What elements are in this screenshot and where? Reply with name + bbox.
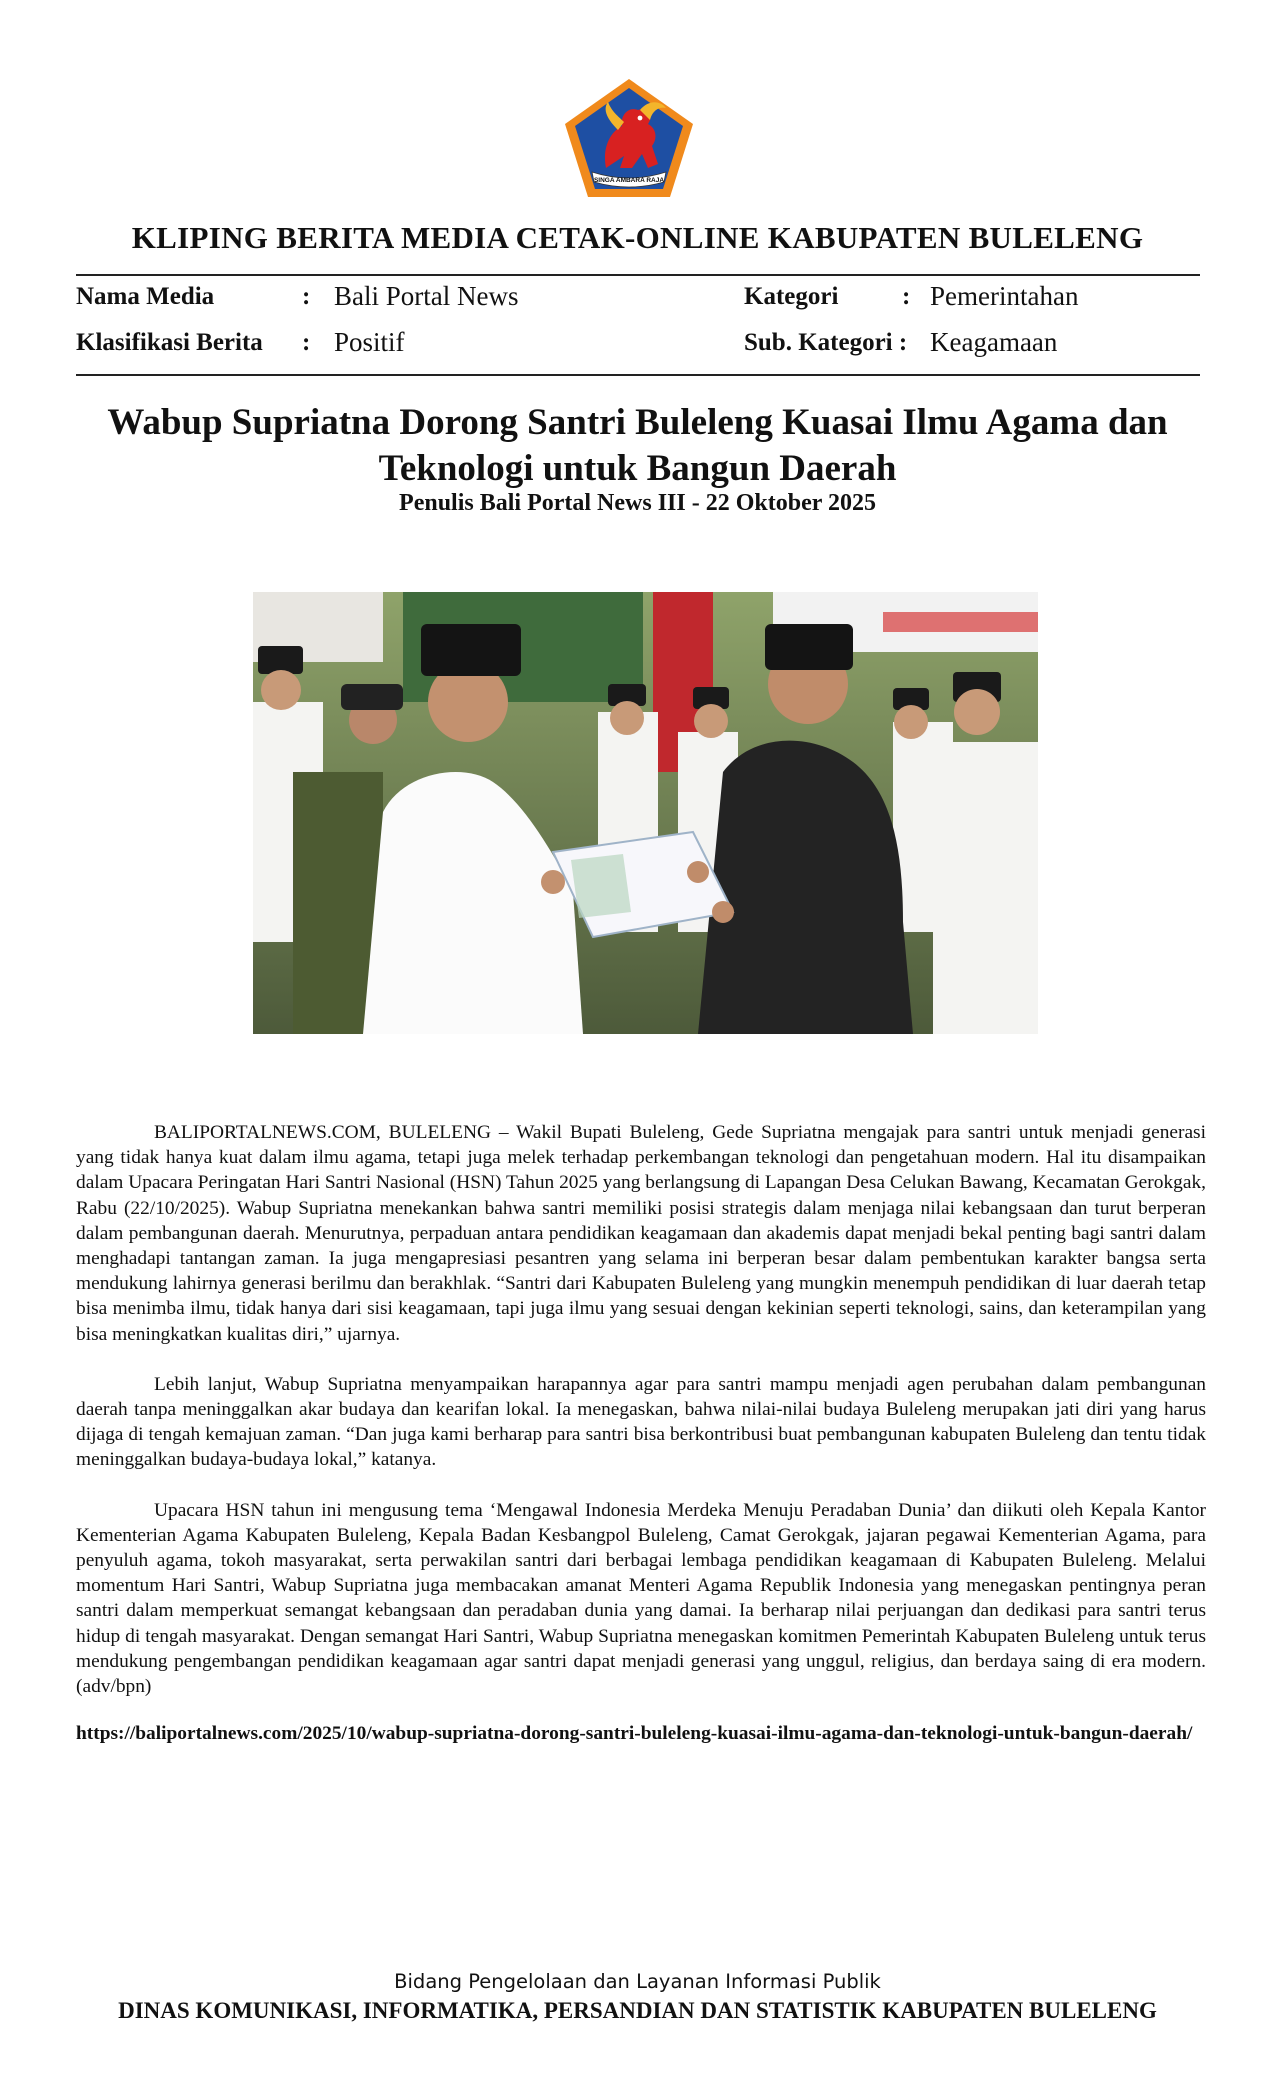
klasifikasi-colon: : [302, 329, 311, 356]
subkategori-value: Keagamaan [930, 327, 1058, 357]
crest-motto: SINGA AMBARA RAJA [593, 177, 665, 184]
divider-bottom [76, 374, 1200, 376]
divider-top [76, 274, 1200, 276]
subkategori-label: Sub. Kategori : [744, 329, 908, 356]
footer-department: Bidang Pengelolaan dan Layanan Informasi Publik [394, 1970, 881, 1993]
media-value: Bali Portal News [334, 281, 519, 311]
source-url-link[interactable]: https://baliportalnews.com/2025/10/wabup-supriatna-dorong-santri-buleleng-kuasai-ilmu-agama-dan-teknologi-untuk-bangun-daerah/ [76, 1723, 1193, 1744]
kategori-value: Pemerintahan [930, 281, 1079, 311]
article-paragraph-3: Upacara HSN tahun ini mengusung tema ‘Mengawal Indonesia Merdeka Menuju Peradaban Dunia’ dan diikuti oleh Kepala Kantor Kementerian Agama Kabupaten Buleleng, Kepala Badan Kesbangpol Buleleng, Camat Gerokgak, jajaran pegawai Kementerian Agama, para penyuluh agama, tokoh masyarakat, serta perwakilan santri dari berbagai lembaga pendidikan keagamaan di Kabupaten Buleleng. Melalui momentum Hari Santri, Wabup Supriatna juga membacakan amanat Menteri Agama Republik Indonesia yang menegaskan pentingnya peran santri dalam memperkuat semangat kebangsaan dan peradaban dunia yang damai. Ia berharap nilai perjuangan dan dedikasi para santri terus hidup di tengah masyarakat. Dengan semangat Hari Santri, Wabup Supriatna menegaskan komitmen Pemerintah Kabupaten Buleleng untuk terus mendukung pengembangan pendidikan keagamaan agar santri dapat menjadi generasi yang unggul, religius, dan berdaya saing di era modern.(adv/bpn) [76, 1499, 1206, 1698]
article-paragraph-1: BALIPORTALNEWS.COM, BULELENG – Wakil Bupati Buleleng, Gede Supriatna mengajak para santri untuk menjadi generasi yang tidak hanya kuat dalam ilmu agama, tetapi juga melek terhadap perkembangan teknologi dan pengetahuan modern. Hal itu disampaikan dalam Upacara Peringatan Hari Santri Nasional (HSN) Tahun 2025 yang berlangsung di Lapangan Desa Celukan Bawang, Kecamatan Gerokgak, Rabu (22/10/2025). Wabup Supriatna menekankan bahwa santri memiliki posisi strategis dalam menjaga nilai kebangsaan dan turut berperan dalam pembangunan daerah. Menurutnya, perpaduan antara pendidikan keagamaan dan akademis dapat menjadi bekal penting bagi santri dalam menghadapi tantangan zaman. Ia juga mengapresiasi pesantren yang selama ini berperan besar dalam pembentukan karakter bangsa serta mendukung lahirnya generasi berilmu dan berakhlak. “Santri dari Kabupaten Buleleng yang mungkin menempuh pendidikan di luar daerah tetap bisa menimba ilmu, tidak hanya dari sisi keagamaan, tapi juga ilmu yang sesuai dengan kekinian seperti teknologi, sains, dan keterampilan yang bisa meningkatkan kualitas diri,” ujarnya. [76, 1122, 1206, 1345]
article-headline: Wabup Supriatna Dorong Santri Buleleng Kuasai Ilmu Agama dan Teknologi untuk Bangun Daerah [107, 402, 1168, 489]
buleleng-crest-icon [562, 76, 696, 200]
kategori-label: Kategori [744, 283, 839, 310]
klasifikasi-value: Positif [334, 327, 405, 357]
klasifikasi-label: Klasifikasi Berita [76, 329, 263, 356]
document-title: KLIPING BERITA MEDIA CETAK-ONLINE KABUPATEN BULELENG [131, 220, 1144, 255]
article-paragraph-2: Lebih lanjut, Wabup Supriatna menyampaikan harapannya agar para santri mampu menjadi agen perubahan dalam pembangunan daerah tanpa meninggalkan akar budaya dan kearifan lokal. Ia menegaskan, bahwa nilai-nilai budaya Buleleng merupakan jati diri yang harus dijaga di tengah kemajuan zaman. “Dan juga kami berharap para santri bisa berkontribusi buat pembangunan kabupaten Buleleng dan tentu tidak meninggalkan budaya-budaya lokal,” katanya. [76, 1373, 1206, 1471]
article-body [76, 1120, 1206, 1724]
article-byline: Penulis Bali Portal News III - 22 Oktober 2025 [399, 490, 876, 516]
media-colon: : [302, 283, 311, 310]
kategori-colon: : [902, 283, 911, 310]
news-photo-icon [253, 592, 1038, 1034]
footer-agency: DINAS KOMUNIKASI, INFORMATIKA, PERSANDIAN DAN STATISTIK KABUPATEN BULELENG [118, 1998, 1157, 2023]
media-label: Nama Media [76, 283, 215, 310]
